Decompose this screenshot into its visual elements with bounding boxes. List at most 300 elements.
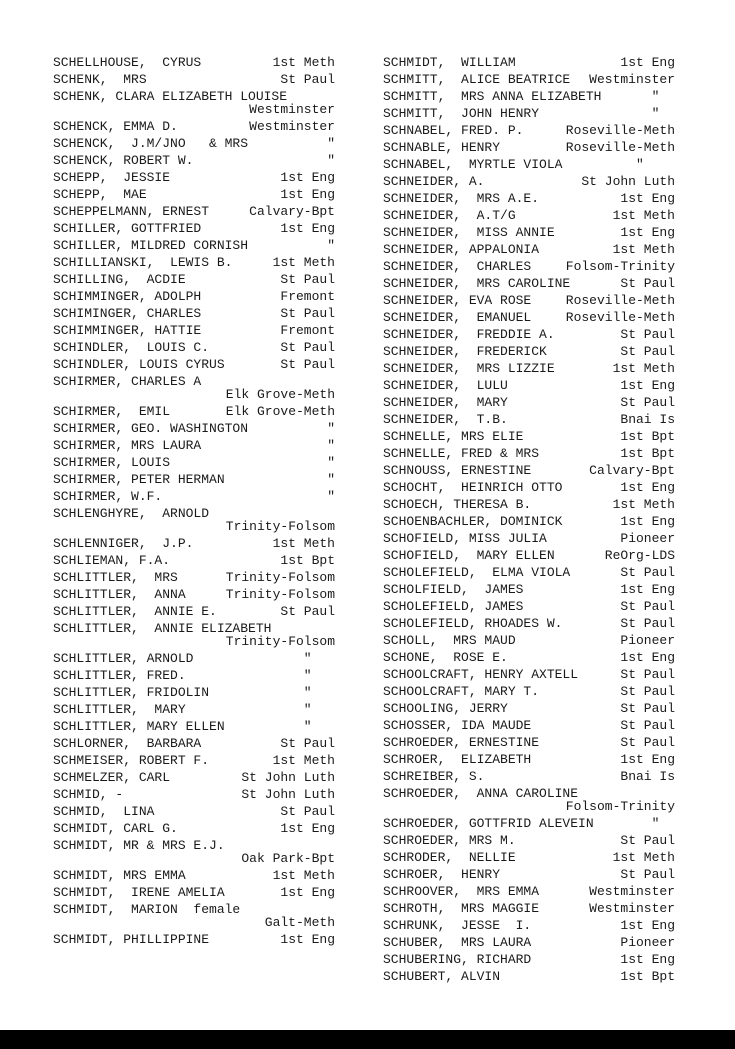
entry-name: SCHUBER, MRS LAURA [383,935,532,950]
directory-entry [383,326,675,343]
entry-name: SCHILLING, ACDIE [53,272,186,287]
entry-church: Pioneer [620,531,675,546]
directory-entry [383,615,675,632]
entry-church: Elk Grove-Meth [225,387,335,402]
entry-name: SCHMITT, ALICE BEATRICE [383,72,571,87]
directory-entry [53,884,335,901]
entry-church: St Paul [280,72,335,87]
entry-name: SCHOFIELD, MISS JULIA [383,531,547,546]
entry-name: SCHMID, - [53,787,124,802]
directory-entry [383,866,675,883]
directory-entry [383,445,675,462]
entry-name: SCHENCK, ROBERT W. [53,153,194,168]
entry-name: SCHEPPELMANN, ERNEST [53,204,210,219]
entry-name: SCHIRMER, LOUIS [53,455,171,470]
entry-name: SCHOENBACHLER, DOMINICK [383,514,563,529]
entry-name: SCHNEIDER, MRS CAROLINE [383,276,571,291]
entry-church: 1st Eng [280,885,335,900]
directory-entry [383,122,675,139]
directory-entry [383,951,675,968]
entry-church: St John Luth [581,174,675,189]
entry-church: " [303,702,335,717]
directory-entry [53,71,335,88]
directory-entry [53,152,335,169]
entry-name: SCHIMMINGER, ADOLPH [53,289,202,304]
entry-church: St John Luth [241,770,335,785]
entry-church: St Paul [620,565,675,580]
directory-entry [53,454,335,471]
entry-name: SCHLITTLER, ANNIE E. [53,604,217,619]
entry-church: Westminster [589,901,675,916]
directory-entry [383,343,675,360]
entry-church: " [303,668,335,683]
directory-entry [53,488,335,505]
entry-name: SCHIRMER, GEO. WASHINGTON [53,421,249,436]
entry-church: 1st Eng [280,187,335,202]
entry-church: Folsom-Trinity [565,799,675,814]
directory-entry [53,752,335,769]
entry-name: SCHRODER, NELLIE [383,850,516,865]
entry-church: St Paul [620,616,675,631]
directory-entry [383,360,675,377]
entry-church: Trinity-Folsom [225,519,335,534]
directory-entry [383,241,675,258]
directory-entry [383,139,675,156]
directory-entry [53,535,335,552]
directory-entry [383,292,675,309]
entry-church: 1st Eng [620,480,675,495]
directory-entry [53,769,335,786]
entry-church: 1st Eng [620,378,675,393]
entry-name: SCHMITT, MRS ANNA ELIZABETH [383,89,602,104]
directory-entry [53,471,335,488]
entry-name: SCHNOUSS, ERNESTINE [383,463,532,478]
entry-church: 1st Meth [612,361,675,376]
entry-name: SCHMEISER, ROBERT F. [53,753,210,768]
entry-church: Fremont [280,323,335,338]
directory-entry [53,54,335,71]
entry-church: 1st Meth [612,850,675,865]
entry-church: Trinity-Folsom [225,570,335,585]
entry-church: 1st Eng [280,170,335,185]
entry-church: St Paul [280,357,335,372]
entry-church: " [327,489,335,504]
entry-church: St Paul [620,735,675,750]
entry-name: SCHNEIDER, MRS A.E. [383,191,540,206]
entry-church: St Paul [280,272,335,287]
entry-name: SCHROEDER, MRS M. [383,833,516,848]
directory-entry [53,220,335,237]
directory-entry [53,437,335,454]
entry-name: SCHNABLE, HENRY [383,140,501,155]
entry-name: SCHIMMINGER, HATTIE [53,323,202,338]
entry-name: SCHNEIDER, FREDDIE A. [383,327,555,342]
directory-entry [383,683,675,700]
directory-entry [53,420,335,437]
entry-name: SCHLENNIGER, J.P. [53,536,194,551]
directory-entry [383,734,675,751]
directory-entry [383,88,675,105]
directory-entry [383,900,675,917]
directory-entry [383,751,675,768]
directory-entry [383,309,675,326]
entry-church: 1st Meth [272,868,335,883]
entry-church: 1st Eng [620,650,675,665]
entry-name: SCHIRMER, CHARLES A [53,374,202,389]
entry-name: SCHMIDT, MRS EMMA [53,868,186,883]
entry-church: 1st Bpt [620,969,675,984]
entry-name: SCHINDLER, LOUIS C. [53,340,210,355]
directory-entry [53,718,335,735]
entry-church: 1st Eng [280,821,335,836]
entry-church: Pioneer [620,633,675,648]
directory-entry [383,207,675,224]
directory-entry [53,603,335,620]
directory-entry [383,547,675,564]
directory-entry [383,173,675,190]
entry-church: St Paul [620,833,675,848]
directory-entry [383,71,675,88]
directory-entry [383,564,675,581]
entry-name: SCHLITTLER, FRIDOLIN [53,685,210,700]
directory-entry [53,803,335,820]
entry-name: SCHMID, LINA [53,804,155,819]
entry-name: SCHNEIDER, EVA ROSE [383,293,532,308]
entry-name: SCHEPP, MAE [53,187,147,202]
entry-church: 1st Bpt [620,429,675,444]
entry-church: " [327,153,335,168]
entry-church: Calvary-Bpt [249,204,335,219]
entry-name: SCHNEIDER, A. [383,174,485,189]
entry-name: SCHIRMER, PETER HERMAN [53,472,225,487]
directory-entry [53,356,335,373]
directory-entry [53,701,335,718]
entry-church: 1st Eng [620,191,675,206]
entry-church: 1st Meth [612,242,675,257]
entry-church: St Paul [280,604,335,619]
entry-church: Folsom-Trinity [565,259,675,274]
directory-entry [383,377,675,394]
entry-church: St Paul [620,344,675,359]
entry-church: Calvary-Bpt [589,463,675,478]
entry-church: Bnai Is [620,769,675,784]
entry-name: SCHROER, ELIZABETH [383,752,532,767]
directory-entry [53,271,335,288]
directory-entry [383,717,675,734]
entry-name: SCHILLIANSKI, LEWIS B. [53,255,233,270]
entry-name: SCHOOLCRAFT, MARY T. [383,684,540,699]
directory-entry [53,667,335,684]
directory-entry [383,832,675,849]
directory-entry [53,867,335,884]
entry-name: SCHIMINGER, CHARLES [53,306,202,321]
entry-name: SCHMIDT, WILLIAM [383,55,516,70]
directory-entry [383,105,675,122]
directory-entry [383,700,675,717]
entry-name: SCHENCK, J.M/JNO & MRS [53,136,249,151]
entry-name: SCHNEIDER, MARY [383,395,508,410]
directory-entry [383,190,675,207]
right-column [383,54,675,985]
entry-name: SCHOLFIELD, JAMES [383,582,524,597]
entry-name: SCHOSSER, IDA MAUDE [383,718,532,733]
directory-entry [383,649,675,666]
entry-church: 1st Meth [272,753,335,768]
directory-entry [383,156,675,173]
entry-church: 1st Eng [620,514,675,529]
entry-church: " [327,455,335,470]
entry-name: SCHILLER, MILDRED CORNISH [53,238,249,253]
entry-church: St Paul [620,718,675,733]
entry-church: ReOrg-LDS [604,548,675,563]
directory-entry [53,118,335,135]
entry-church: 1st Bpt [620,446,675,461]
directory-entry [53,569,335,586]
entry-name: SCHRUNK, JESSE I. [383,918,532,933]
entry-name: SCHREIBER, S. [383,769,485,784]
directory-entry [383,883,675,900]
entry-name: SCHMIDT, MARION female [53,902,241,917]
entry-name: SCHELLHOUSE, CYRUS [53,55,202,70]
entry-church: St Paul [620,395,675,410]
entry-name: SCHLITTLER, MARY [53,702,186,717]
directory-entry [53,786,335,803]
scan-bottom-border [0,1030,735,1049]
directory-entry [383,275,675,292]
directory-entry [383,598,675,615]
directory-entry [53,505,335,535]
entry-church: " [327,238,335,253]
entry-name: SCHONE, ROSE E. [383,650,508,665]
entry-church: 1st Eng [620,952,675,967]
entry-church: " [327,421,335,436]
entry-name: SCHROEDER, ERNESTINE [383,735,540,750]
directory-entry [53,322,335,339]
directory-entry [53,88,335,118]
directory-entry [383,496,675,513]
entry-name: SCHIRMER, MRS LAURA [53,438,202,453]
entry-name: SCHLORNER, BARBARA [53,736,202,751]
entry-church: Westminster [249,119,335,134]
entry-name: SCHMIDT, IRENE AMELIA [53,885,225,900]
entry-name: SCHOOLCRAFT, HENRY AXTELL [383,667,579,682]
entry-name: SCHNEIDER, MRS LIZZIE [383,361,555,376]
entry-name: SCHLITTLER, ANNIE ELIZABETH [53,621,272,636]
entry-name: SCHNEIDER, EMANUEL [383,310,532,325]
entry-name: SCHNEIDER, A.T/G [383,208,516,223]
entry-church: 1st Meth [272,536,335,551]
directory-entry [53,203,335,220]
entry-church: St Paul [280,804,335,819]
entry-church: " [635,157,675,172]
directory-entry [53,901,335,931]
entry-name: SCHENK, CLARA ELIZABETH LOUISE [53,89,288,104]
directory-entry [53,237,335,254]
entry-church: St Paul [280,736,335,751]
entry-name: SCHNEIDER, MISS ANNIE [383,225,555,240]
entry-church: St Paul [620,599,675,614]
entry-name: SCHLITTLER, MRS [53,570,178,585]
directory-entry [53,837,335,867]
entry-name: SCHILLER, GOTTFRIED [53,221,202,236]
entry-name: SCHROEDER, ANNA CAROLINE [383,786,579,801]
entry-church: St Paul [620,327,675,342]
entry-name: SCHLITTLER, FRED. [53,668,186,683]
entry-name: SCHNELLE, FRED & MRS [383,446,540,461]
directory-entry [53,586,335,603]
entry-church: St Paul [280,340,335,355]
entry-name: SCHIRMER, W.F. [53,489,163,504]
entry-church: 1st Eng [280,932,335,947]
directory-entry [383,849,675,866]
entry-name: SCHROOVER, MRS EMMA [383,884,540,899]
directory-entry [383,428,675,445]
entry-church: " [651,816,675,831]
entry-name: SCHMIDT, PHILLIPPINE [53,932,210,947]
entry-church: Westminster [589,72,675,87]
entry-church: 1st Eng [620,752,675,767]
directory-entry [53,135,335,152]
entry-church: Roseville-Meth [565,123,675,138]
entry-church: Galt-Meth [264,915,335,930]
directory-entry [383,785,675,815]
directory-entry [383,968,675,985]
entry-church: 1st Meth [272,255,335,270]
directory-entry [383,462,675,479]
entry-church: Fremont [280,289,335,304]
entry-church: Roseville-Meth [565,310,675,325]
entry-church: " [327,472,335,487]
entry-church: 1st Eng [620,55,675,70]
entry-name: SCHNABEL, FRED. P. [383,123,524,138]
directory-entry [53,169,335,186]
entry-church: 1st Eng [620,582,675,597]
directory-entry [383,411,675,428]
entry-church: " [651,89,675,104]
entry-name: SCHLITTLER, ANNA [53,587,186,602]
directory-entry [383,54,675,71]
entry-name: SCHUBERING, RICHARD [383,952,532,967]
entry-church: Elk Grove-Meth [225,404,335,419]
directory-entry [383,479,675,496]
directory-entry [53,339,335,356]
directory-entry [53,403,335,420]
entry-church: St John Luth [241,787,335,802]
entry-name: SCHLENGHYRE, ARNOLD [53,506,210,521]
entry-name: SCHROEDER, GOTTFRID ALEVEIN [383,816,594,831]
directory-entry [53,305,335,322]
entry-church: 1st Bpt [280,553,335,568]
directory-entry [53,620,335,650]
entry-church: 1st Meth [612,497,675,512]
left-column [53,54,335,948]
entry-name: SCHNELLE, MRS ELIE [383,429,524,444]
entry-church: " [327,438,335,453]
directory-entry [383,258,675,275]
directory-entry [383,632,675,649]
entry-name: SCHENCK, EMMA D. [53,119,178,134]
directory-entry [383,815,675,832]
entry-church: Oak Park-Bpt [241,851,335,866]
entry-name: SCHUBERT, ALVIN [383,969,501,984]
entry-church: " [327,136,335,151]
entry-name: SCHNEIDER, LULU [383,378,508,393]
entry-name: SCHIRMER, EMIL [53,404,171,419]
directory-entry [53,186,335,203]
entry-name: SCHNEIDER, FREDERICK [383,344,547,359]
entry-church: St Paul [280,306,335,321]
directory-entry [383,917,675,934]
directory-entry [383,513,675,530]
entry-name: SCHMELZER, CARL [53,770,171,785]
entry-name: SCHMITT, JOHN HENRY [383,106,540,121]
entry-name: SCHOLEFIELD, RHOADES W. [383,616,563,631]
entry-church: 1st Eng [280,221,335,236]
directory-entry [53,254,335,271]
entry-church: " [303,685,335,700]
entry-church: St Paul [620,867,675,882]
entry-church: Roseville-Meth [565,293,675,308]
entry-name: SCHNABEL, MYRTLE VIOLA [383,157,563,172]
directory-entry [53,820,335,837]
entry-church: Pioneer [620,935,675,950]
entry-church: Trinity-Folsom [225,634,335,649]
directory-entry [383,768,675,785]
directory-entry [53,931,335,948]
directory-entry [53,735,335,752]
entry-name: SCHROER, HENRY [383,867,501,882]
directory-entry [53,552,335,569]
directory-entry [383,934,675,951]
entry-church: Trinity-Folsom [225,587,335,602]
entry-name: SCHLITTLER, MARY ELLEN [53,719,225,734]
entry-name: SCHOOLING, JERRY [383,701,508,716]
entry-name: SCHLITTLER, ARNOLD [53,651,194,666]
entry-church: Bnai Is [620,412,675,427]
entry-church: Westminster [589,884,675,899]
entry-name: SCHOCHT, HEINRICH OTTO [383,480,563,495]
entry-name: SCHINDLER, LOUIS CYRUS [53,357,225,372]
directory-entry [53,650,335,667]
directory-entry [383,530,675,547]
entry-church: 1st Meth [272,55,335,70]
entry-name: SCHOLEFIELD, ELMA VIOLA [383,565,571,580]
entry-church: " [651,106,675,121]
entry-name: SCHOECH, THERESA B. [383,497,532,512]
entry-name: SCHROTH, MRS MAGGIE [383,901,540,916]
directory-entry [53,684,335,701]
directory-entry [383,581,675,598]
entry-name: SCHLIEMAN, F.A. [53,553,171,568]
entry-church: " [303,651,335,666]
entry-name: SCHOFIELD, MARY ELLEN [383,548,555,563]
entry-church: St Paul [620,276,675,291]
directory-entry [383,394,675,411]
entry-name: SCHOLEFIELD, JAMES [383,599,524,614]
entry-name: SCHMIDT, MR & MRS E.J. [53,838,225,853]
directory-entry [383,224,675,241]
entry-church: St Paul [620,684,675,699]
entry-name: SCHNEIDER, CHARLES [383,259,532,274]
entry-church: Roseville-Meth [565,140,675,155]
entry-name: SCHNEIDER, APPALONIA [383,242,540,257]
entry-church: 1st Eng [620,225,675,240]
entry-name: SCHNEIDER, T.B. [383,412,508,427]
entry-church: 1st Eng [620,918,675,933]
entry-church: " [303,719,335,734]
entry-church: St Paul [620,701,675,716]
entry-name: SCHENK, MRS [53,72,147,87]
